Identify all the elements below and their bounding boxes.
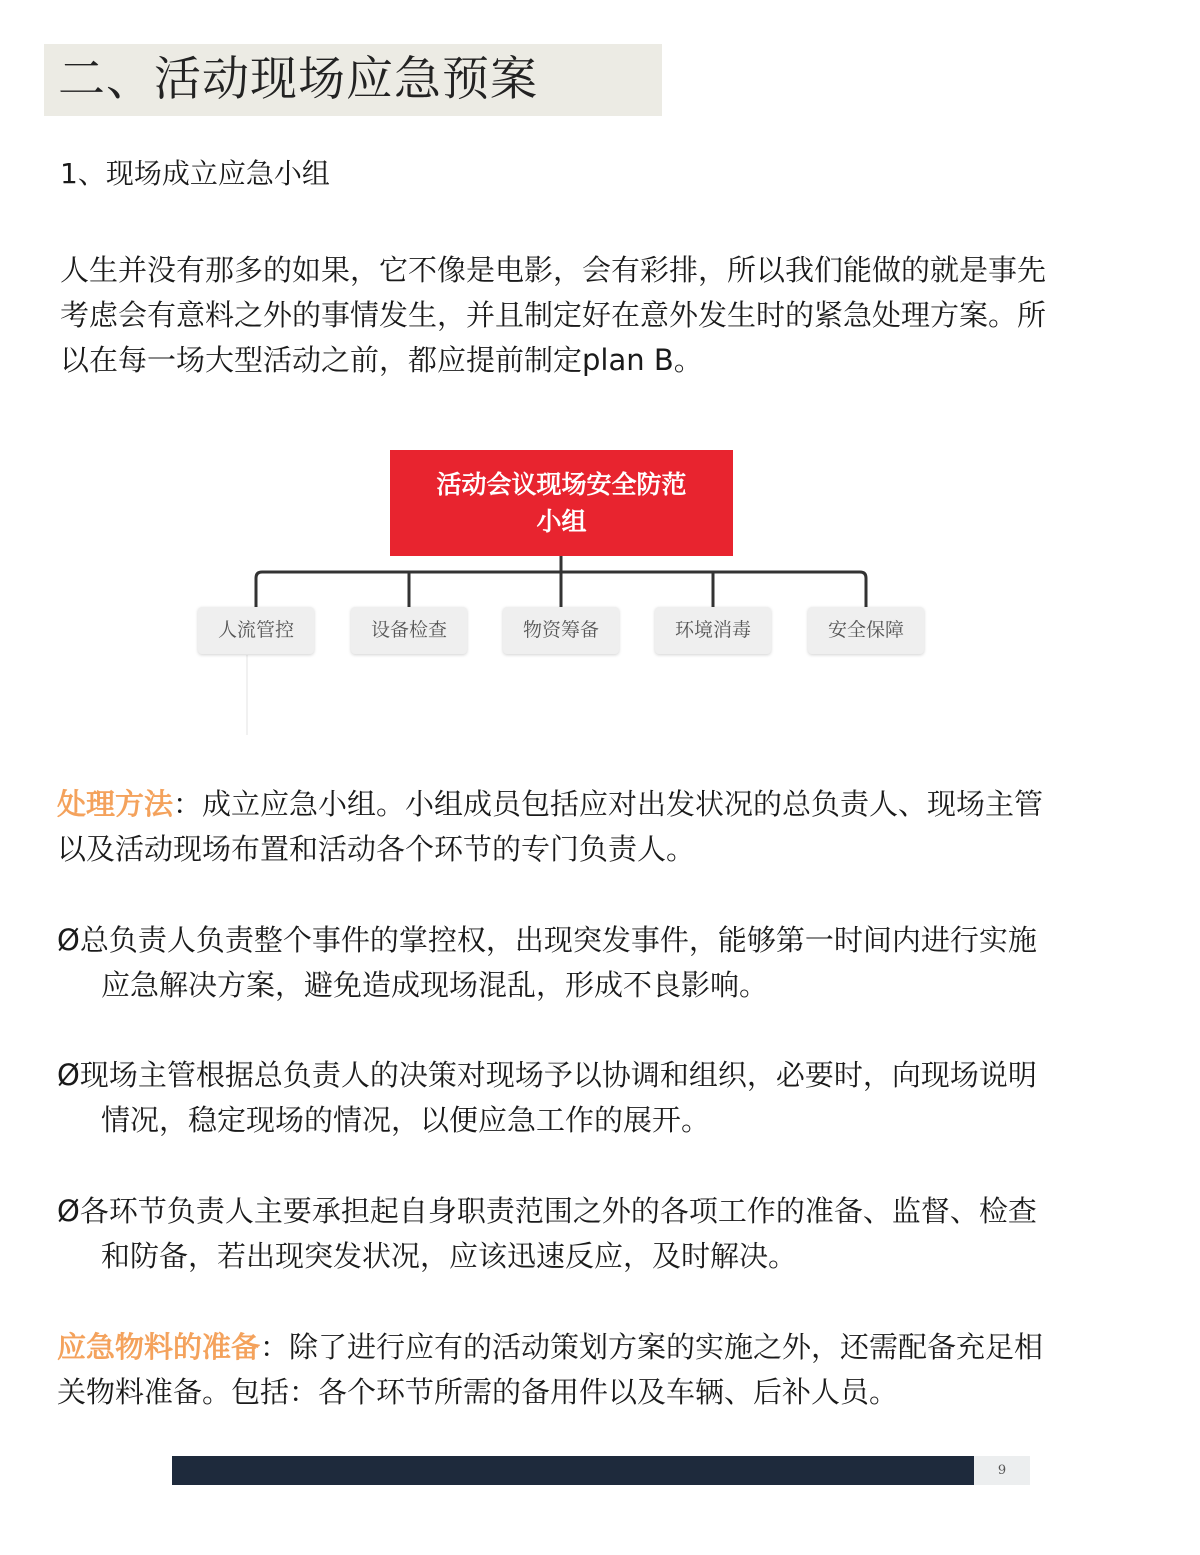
intro-line: 考虑会有意料之外的事情发生，并且制定好在意外发生时的紧急处理方案。所 [60, 298, 1047, 332]
org-root-line1: 活动会议现场安全防范 [436, 470, 687, 499]
bullet-item [57, 918, 1132, 1008]
material-paragraph [57, 1325, 1127, 1415]
bullet-line: 和防备，若出现突发状况，应该迅速反应，及时解决。 [101, 1239, 798, 1273]
org-root-box [390, 450, 733, 556]
intro-line: 以在每一场大型活动之前，都应提前制定plan B。 [60, 343, 703, 377]
method-label: 处理方法 [57, 787, 174, 821]
bullet-line: 情况，稳定现场的情况，以便应急工作的展开。 [101, 1103, 711, 1137]
intro-line: 人生并没有那多的如果，它不像是电影，会有彩排，所以我们能做的就是事先 [60, 253, 1047, 287]
org-child-supplies: 物资筹备 [503, 607, 619, 654]
org-root-line2: 小组 [536, 507, 587, 536]
bullet-line: 应急解决方案，避免造成现场混乱，形成不良影响。 [101, 968, 769, 1002]
bullet-item [57, 1053, 1132, 1143]
material-text: ：除了进行应有的活动策划方案的实施之外，还需配备充足相 [260, 1330, 1044, 1364]
method-line [57, 782, 1127, 827]
org-child-crowd-control: 人流管控 [198, 607, 314, 654]
material-label: 应急物料的准备 [57, 1330, 261, 1364]
org-child-security: 安全保障 [808, 607, 924, 654]
section-title: 二、活动现场应急预案 [58, 52, 538, 107]
org-child-disinfection: 环境消毒 [655, 607, 771, 654]
bullet-line: Ø现场主管根据总负责人的决策对现场予以协调和组织，必要时，向现场说明 [57, 1058, 1037, 1092]
footer-bar [172, 1456, 974, 1485]
org-child-equipment-check: 设备检查 [351, 607, 467, 654]
subheading: 1、现场成立应急小组 [60, 157, 330, 190]
bullet-line: Ø总负责人负责整个事件的掌控权，出现突发事件，能够第一时间内进行实施 [57, 923, 1037, 957]
method-line: 以及活动现场布置和活动各个环节的专门负责人。 [57, 832, 696, 866]
method-text: ：成立应急小组。小组成员包括应对出发状况的总负责人、现场主管 [173, 787, 1044, 821]
method-paragraph [57, 782, 1127, 872]
bullet-line: Ø各环节负责人主要承担起自身职责范围之外的各项工作的准备、监督、检查 [57, 1194, 1037, 1228]
bullet-item [57, 1189, 1132, 1279]
page-number: 9 [974, 1456, 1030, 1485]
material-line [57, 1325, 1127, 1370]
material-line: 关物料准备。包括：各个环节所需的备用件以及车辆、后补人员。 [57, 1375, 899, 1409]
